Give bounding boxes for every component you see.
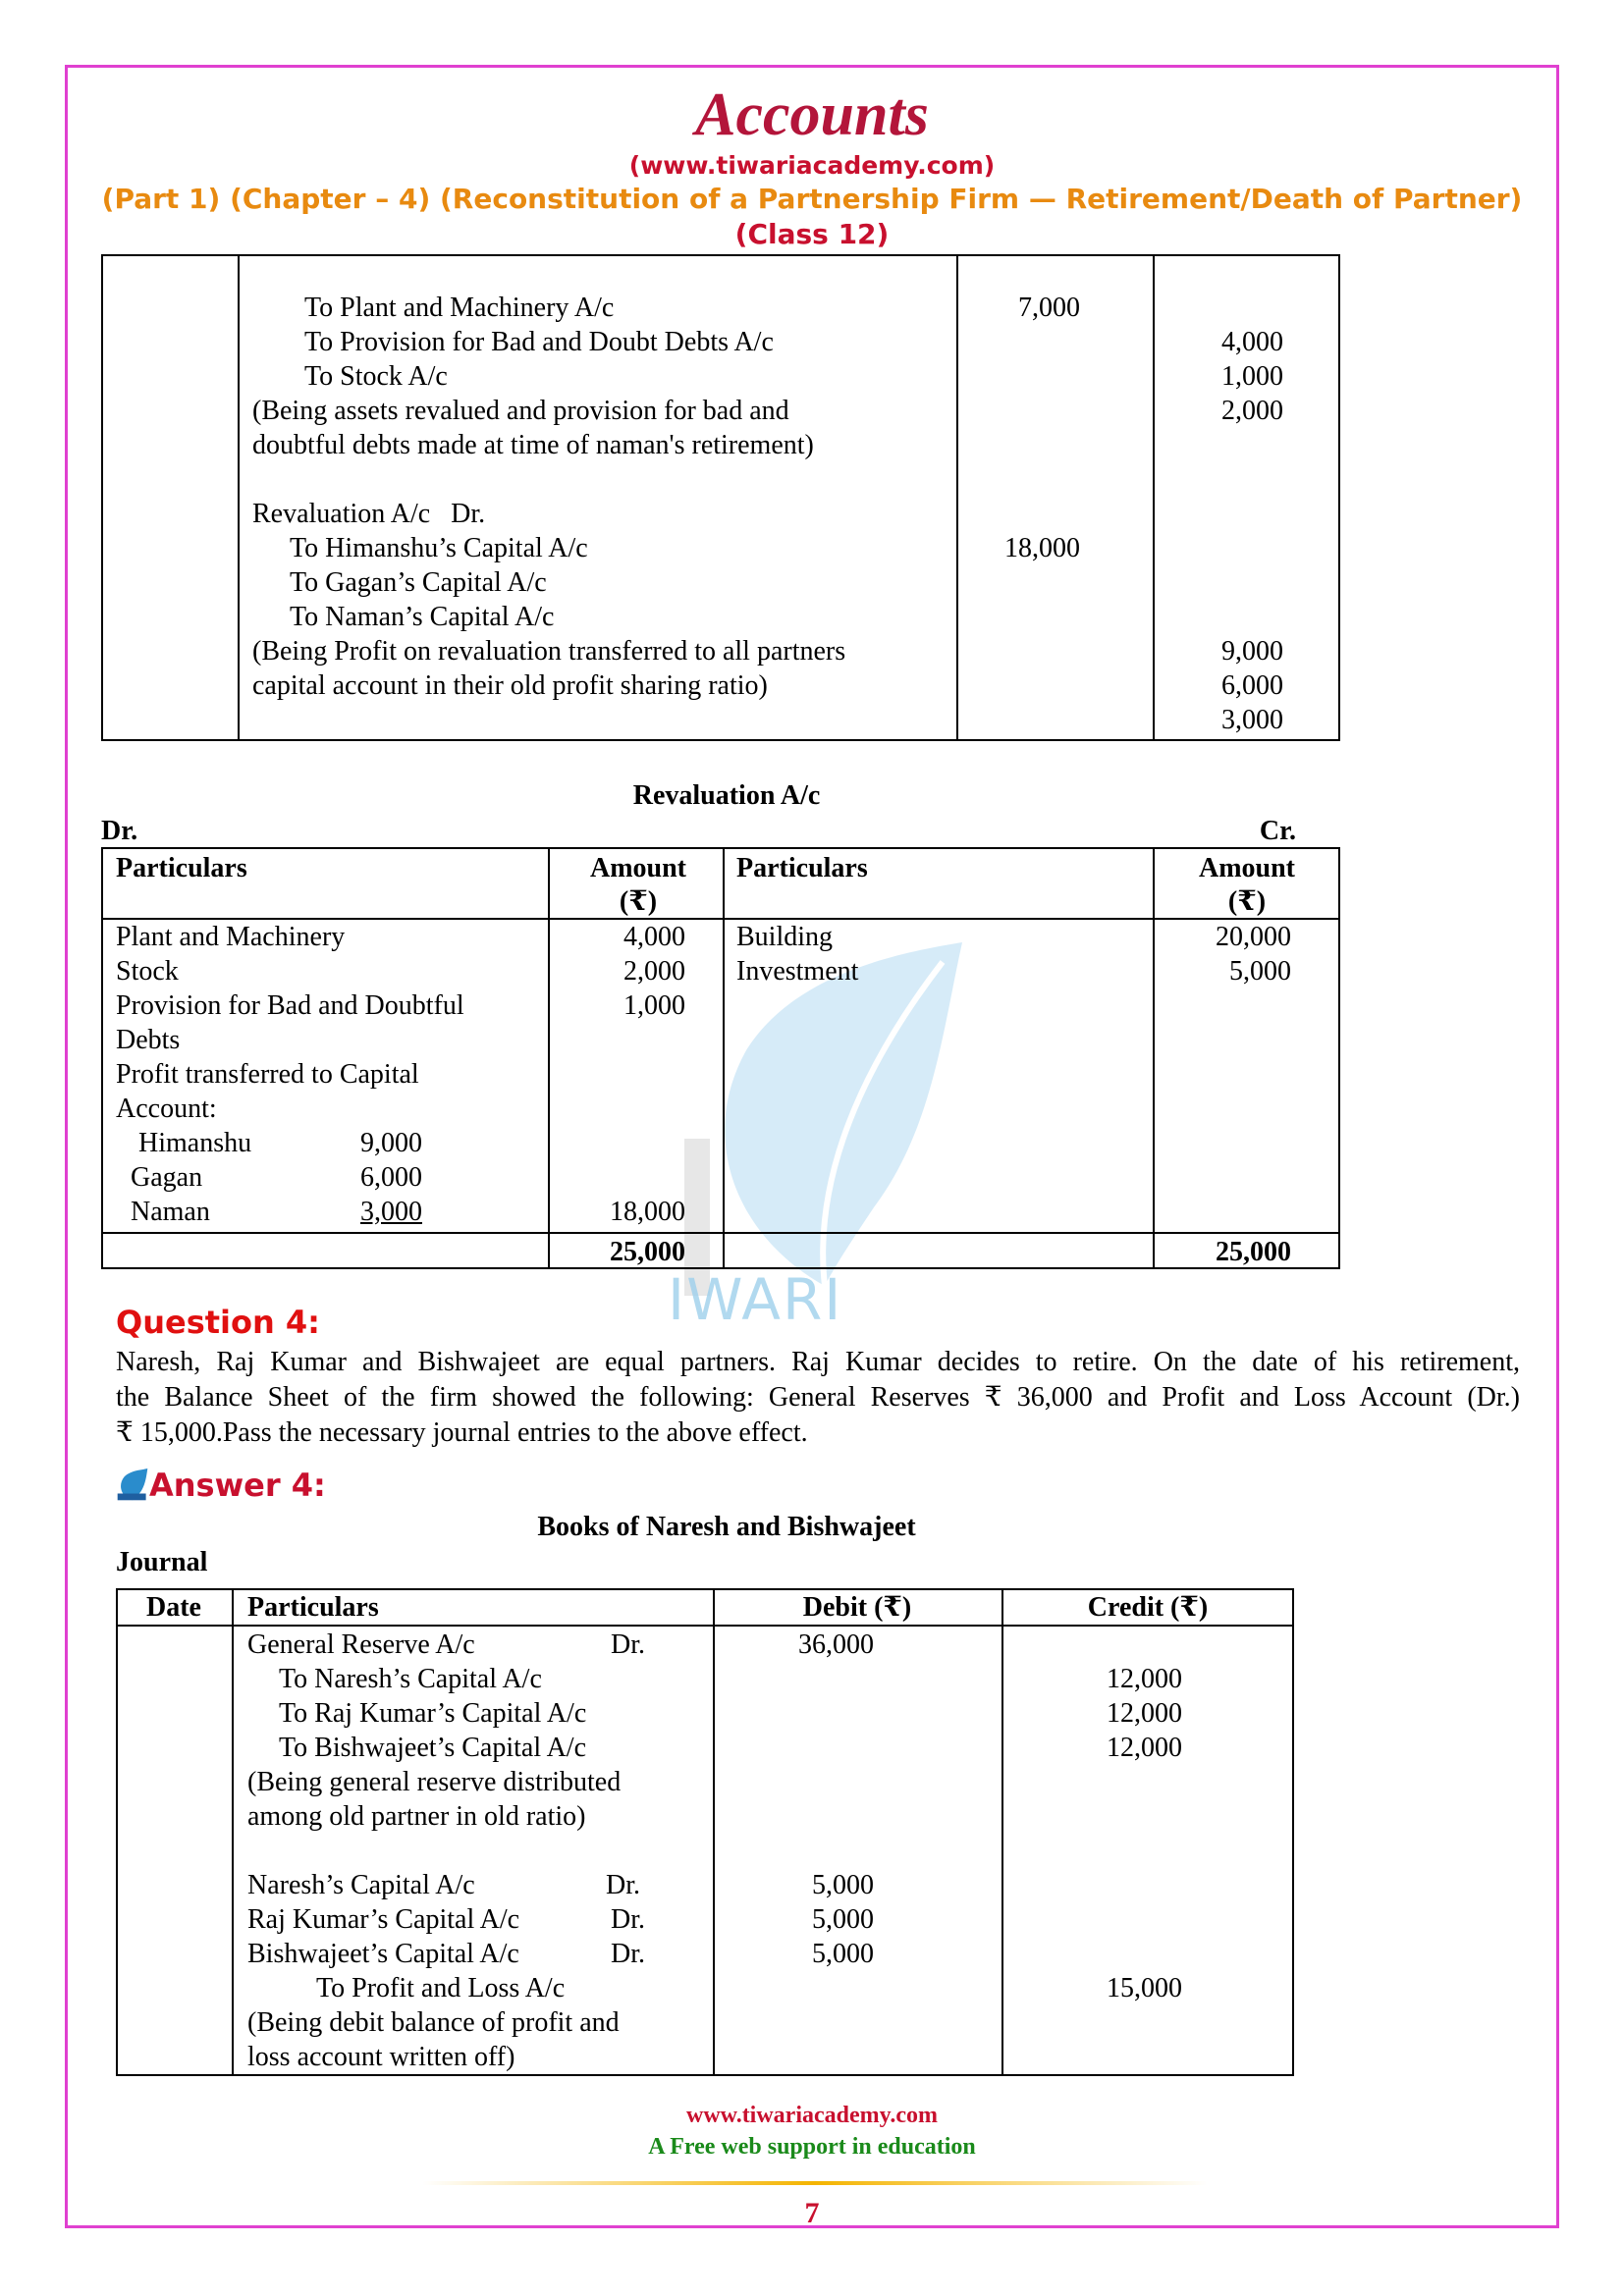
ledger-item: Stock (116, 956, 179, 987)
journal-debit-line: Bishwajeet’s Capital A/c (247, 1939, 519, 1969)
footer-tagline: A Free web support in education (648, 2134, 976, 2160)
col-header-credit: Credit (₹) (1087, 1592, 1209, 1623)
question-text: the Balance Sheet of the firm showed the following: General Reserves ₹ 36,000 and Profit and Loss Account (Dr.) (116, 1382, 1520, 1413)
rupee-label: (₹) (1227, 886, 1267, 917)
ledger-amount: 2,000 (623, 956, 685, 987)
journal-narration: (Being general reserve distributed (247, 1767, 622, 1797)
dr-marker: Dr. (611, 1904, 645, 1935)
ledger-item: Account: (116, 1094, 217, 1124)
journal-line: To Provision for Bad and Doubt Debts A/c (304, 327, 774, 357)
col-header-debit: Debit (₹) (802, 1592, 912, 1623)
revaluation-title: Revaluation A/c (632, 780, 821, 811)
journal-credit: 15,000 (1107, 1973, 1182, 2003)
journal-narration: capital account in their old profit sharing ratio) (252, 670, 768, 701)
rupee-label: (₹) (619, 886, 658, 917)
partner-name: Gagan (131, 1162, 203, 1193)
col-header-amount: Amount (1198, 853, 1295, 883)
ledger-item: Plant and Machinery (116, 922, 346, 952)
journal-debit: 5,000 (812, 1939, 874, 1969)
ledger-amount: 5,000 (1229, 956, 1291, 987)
journal-credit: 6,000 (1221, 670, 1283, 701)
journal-debit: 36,000 (798, 1629, 874, 1660)
partner-amount: 6,000 (360, 1162, 422, 1193)
journal-line: To Naman’s Capital A/c (290, 602, 555, 632)
journal-line: To Raj Kumar’s Capital A/c (279, 1698, 587, 1729)
partner-amount: 3,000 (360, 1197, 422, 1227)
col-header-particulars: Particulars (116, 853, 247, 883)
journal-credit: 1,000 (1221, 361, 1283, 392)
journal-credit: 2,000 (1221, 396, 1283, 426)
footer-website-link[interactable]: www.tiwariacademy.com (686, 2103, 938, 2128)
ledger-item: Debts (116, 1025, 181, 1055)
col-header-date: Date (146, 1592, 201, 1623)
question-heading: Question 4: (116, 1304, 320, 1341)
journal-debit: 7,000 (1018, 293, 1080, 323)
ledger-item: Profit transferred to Capital (116, 1059, 419, 1090)
class-label: (Class 12) (734, 218, 890, 250)
partner-name: Naman (131, 1197, 210, 1227)
journal-narration: loss account written off) (247, 2042, 515, 2072)
footer-divider (422, 2181, 1208, 2185)
question-text: ₹ 15,000.Pass the necessary journal entries to the above effect. (116, 1417, 808, 1448)
page-number: 7 (804, 2197, 820, 2229)
journal-narration: (Being assets revalued and provision for bad and (252, 396, 789, 426)
dr-label: Dr. (101, 816, 138, 846)
watermark-text: IWARI (668, 1266, 843, 1333)
journal-debit-line: General Reserve A/c (247, 1629, 475, 1660)
journal-line: To Naresh’s Capital A/c (279, 1664, 542, 1694)
dr-marker: Dr. (611, 1629, 645, 1660)
journal-credit: 12,000 (1107, 1698, 1182, 1729)
books-title: Books of Naresh and Bishwajeet (537, 1512, 916, 1542)
journal-credit: 12,000 (1107, 1664, 1182, 1694)
journal-line: To Plant and Machinery A/c (304, 293, 615, 323)
partner-amount: 9,000 (360, 1128, 422, 1158)
ledger-amount: 20,000 (1216, 922, 1291, 952)
journal-credit: 3,000 (1221, 705, 1283, 735)
col-header-amount: Amount (589, 853, 686, 883)
journal-debit-line: Naresh’s Capital A/c (247, 1870, 475, 1900)
cr-label: Cr. (1259, 816, 1296, 846)
answer-logo-icon (116, 1468, 149, 1502)
journal-credit: 12,000 (1107, 1733, 1182, 1763)
journal-debit-line: Revaluation A/c Dr. (252, 499, 486, 529)
journal-line: To Profit and Loss A/c (316, 1973, 566, 2003)
journal-line: To Bishwajeet’s Capital A/c (279, 1733, 586, 1763)
question-text: Naresh, Raj Kumar and Bishwajeet are equal partners. Raj Kumar decides to retire. On the date of his retirement, (116, 1347, 1520, 1377)
journal-debit: 18,000 (1004, 533, 1080, 563)
dr-marker: Dr. (606, 1870, 640, 1900)
journal-label: Journal (116, 1547, 208, 1577)
journal-narration: among old partner in old ratio) (247, 1801, 586, 1832)
ledger-item: Building (736, 922, 834, 952)
chapter-subtitle: (Part 1) (Chapter – 4) (Reconstitution of a Partnership Firm — Retirement/Death of Partner) (101, 183, 1523, 215)
journal-debit-line: Raj Kumar’s Capital A/c (247, 1904, 520, 1935)
journal-narration: doubtful debts made at time of naman's retirement) (252, 430, 814, 460)
ledger-total: 25,000 (1216, 1237, 1291, 1267)
journal-credit: 4,000 (1221, 327, 1283, 357)
journal-line: To Himanshu’s Capital A/c (290, 533, 588, 563)
answer-heading: Answer 4: (149, 1467, 326, 1504)
journal-line: To Stock A/c (304, 361, 448, 392)
ledger-total: 25,000 (610, 1237, 685, 1267)
page-title: Accounts (695, 81, 929, 148)
journal-narration: (Being debit balance of profit and (247, 2007, 620, 2038)
ledger-item: Investment (736, 956, 859, 987)
ledger-amount: 18,000 (610, 1197, 685, 1227)
ledger-item: Provision for Bad and Doubtful (116, 990, 464, 1021)
col-header-particulars: Particulars (247, 1592, 379, 1623)
journal-credit: 9,000 (1221, 636, 1283, 667)
partner-name: Himanshu (138, 1128, 252, 1158)
journal-narration: (Being Profit on revaluation transferred to all partners (252, 636, 846, 667)
ledger-amount: 4,000 (623, 922, 685, 952)
journal-line: To Gagan’s Capital A/c (290, 567, 547, 598)
journal-debit: 5,000 (812, 1870, 874, 1900)
dr-marker: Dr. (611, 1939, 645, 1969)
col-header-particulars: Particulars (736, 853, 868, 883)
website-link[interactable]: (www.tiwariacademy.com) (628, 151, 996, 180)
ledger-amount: 1,000 (623, 990, 685, 1021)
journal-debit: 5,000 (812, 1904, 874, 1935)
